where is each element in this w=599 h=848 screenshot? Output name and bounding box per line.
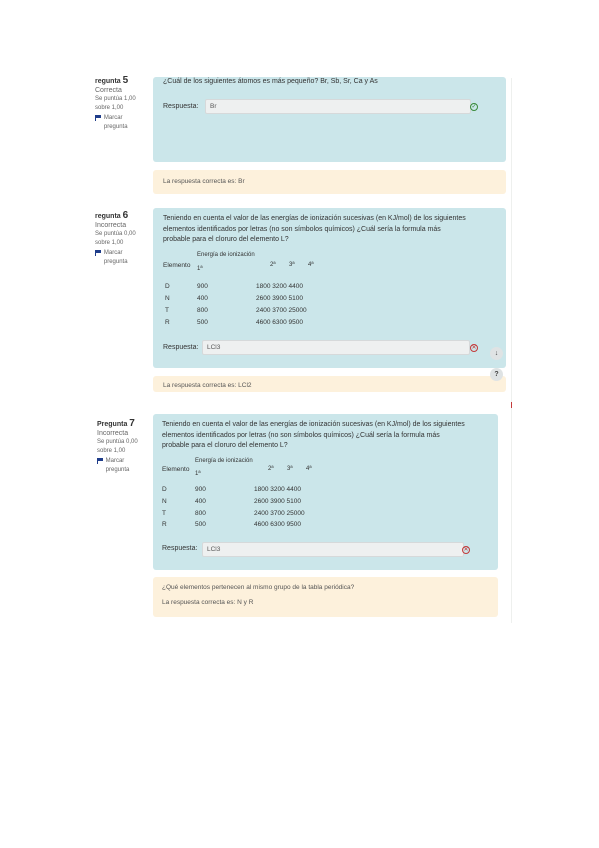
scroll-marker — [511, 402, 512, 408]
table-header-energy: Energía de ionización — [195, 458, 253, 464]
table-header-col: 2ª — [270, 262, 276, 268]
answer-input[interactable]: LCl3 — [202, 542, 464, 557]
table-header-first: 1ª — [197, 266, 203, 272]
question-number: regunta 5 — [95, 75, 129, 86]
answer-input[interactable]: Br — [205, 99, 471, 114]
table-header-col: 3ª — [287, 466, 293, 472]
table-cell-rest: 2400 3700 25000 — [254, 510, 305, 517]
correct-answer-text: La respuesta correcta es: N y R — [162, 599, 254, 606]
question-state: Correcta — [95, 86, 122, 94]
table-cell-rest: 4600 6300 9500 — [254, 521, 301, 528]
table-cell-first: 800 — [195, 510, 206, 517]
answer-label: Respuesta: — [162, 545, 198, 552]
arrow-down-icon[interactable]: ↓ — [490, 347, 503, 360]
question-6-info — [95, 212, 147, 266]
question-number: Pregunta 7 — [97, 418, 135, 429]
table-cell-first: 900 — [195, 486, 206, 493]
table-header-col: 4ª — [306, 466, 312, 472]
table-cell-element: D — [165, 283, 170, 290]
question-text: Teniendo en cuenta el valor de las energías de ionización sucesivas (en KJ/mol) de los siguientes elementos identificados por letras (no son símbolos químicos) ¿Cuál sería la formula más probable para el cloruro del elemento L? — [163, 215, 466, 243]
question-text: Teniendo en cuenta el valor de las energías de ionización sucesivas (en KJ/mol) de los siguientes elementos identificados por letras (no son símbolos químicos) ¿Cuál sería la formula más probable para el cloruro del elemento L? — [162, 421, 465, 449]
question-7-content — [153, 414, 498, 570]
question-state: Incorrecta — [95, 221, 127, 229]
question-text: ¿Cuál de los siguientes átomos es más pequeño? Br, Sb, Sr, Ca y As — [163, 78, 378, 85]
page-divider — [511, 78, 512, 623]
table-cell-rest: 2400 3700 25000 — [256, 307, 307, 314]
table-header-first: 1ª — [195, 471, 201, 477]
table-cell-rest: 2600 3900 5100 — [254, 498, 301, 505]
table-cell-first: 500 — [195, 521, 206, 528]
table-cell-element: T — [165, 307, 169, 314]
flag-icon — [95, 250, 102, 256]
table-cell-element: D — [162, 486, 167, 493]
table-header-col: 2ª — [268, 466, 274, 472]
flag-icon — [97, 458, 104, 464]
table-header-element: Elemento — [162, 466, 190, 473]
x-circle-icon: ✕ — [463, 547, 469, 553]
table-cell-first: 400 — [195, 498, 206, 505]
correct-answer-text: La respuesta correcta es: Br — [163, 178, 245, 185]
question-state: Incorrecta — [97, 429, 129, 437]
flag-question-link[interactable]: Marcar pregunta — [95, 114, 147, 131]
table-header-col: 3ª — [289, 262, 295, 268]
help-icon[interactable]: ? — [490, 368, 503, 381]
table-header-element: Elemento — [163, 262, 191, 269]
table-cell-rest: 2600 3900 5100 — [256, 295, 303, 302]
check-circle-icon: ✓ — [471, 104, 477, 110]
question-score: Se puntúa 1,00 sobre 1,00 — [95, 96, 136, 111]
table-cell-first: 800 — [197, 307, 208, 314]
question-6-feedback — [153, 376, 506, 392]
table-cell-element: N — [162, 498, 167, 505]
table-header-energy: Energía de ionización — [197, 252, 255, 258]
question-7-feedback — [153, 577, 498, 617]
question-number: regunta 6 — [95, 210, 129, 221]
answer-label: Respuesta: — [163, 103, 199, 110]
flag-icon — [95, 115, 102, 121]
flag-question-link[interactable]: Marcar pregunta — [97, 457, 147, 474]
table-cell-element: R — [162, 521, 167, 528]
general-feedback-text: ¿Qué elementos pertenecen al mismo grupo de la tabla periódica? — [162, 584, 355, 591]
x-circle-icon: ✕ — [471, 345, 477, 351]
question-5-info — [95, 77, 147, 131]
correct-answer-text: La respuesta correcta es: LCl2 — [163, 382, 252, 389]
question-5-feedback — [153, 170, 506, 194]
question-7-info — [97, 420, 147, 474]
answer-label: Respuesta: — [163, 344, 199, 351]
table-cell-rest: 1800 3200 4400 — [256, 283, 303, 290]
table-cell-first: 500 — [197, 319, 208, 326]
table-cell-first: 900 — [197, 283, 208, 290]
table-cell-first: 400 — [197, 295, 208, 302]
answer-input[interactable]: LCl3 — [202, 340, 470, 355]
table-cell-element: N — [165, 295, 170, 302]
table-cell-element: R — [165, 319, 170, 326]
table-cell-rest: 4600 6300 9500 — [256, 319, 303, 326]
table-cell-rest: 1800 3200 4400 — [254, 486, 301, 493]
flag-question-link[interactable]: Marcar pregunta — [95, 249, 147, 266]
question-6-content — [153, 208, 506, 368]
table-cell-element: T — [162, 510, 166, 517]
question-score: Se puntúa 0,00 sobre 1,00 — [95, 231, 136, 246]
question-5-content — [153, 77, 506, 162]
table-header-col: 4ª — [308, 262, 314, 268]
question-score: Se puntúa 0,00 sobre 1,00 — [97, 439, 138, 454]
